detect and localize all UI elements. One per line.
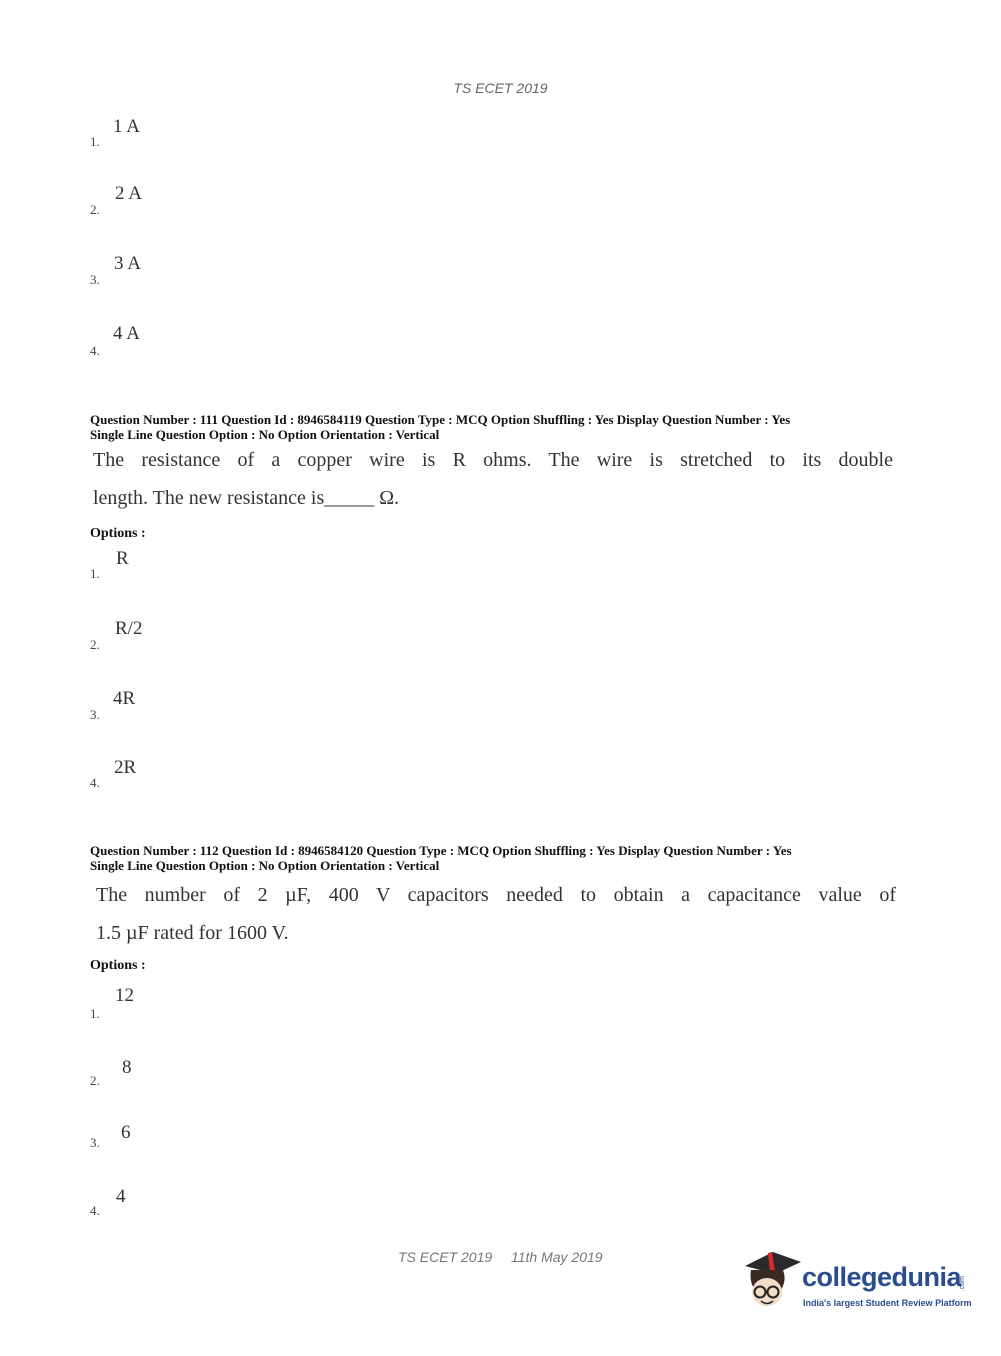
option-value: 6	[121, 1122, 131, 1143]
options-label: Options :	[90, 958, 146, 973]
mascot-icon	[741, 1248, 803, 1318]
option-value: 12	[115, 985, 134, 1006]
question-meta: Single Line Question Option : No Option Orientation : Vertical	[90, 427, 440, 442]
option-value: 3 A	[114, 253, 141, 274]
logo-tagline: India's largest Student Review Platform	[803, 1298, 972, 1308]
option-number: 2.	[90, 202, 100, 217]
option-value: 8	[122, 1057, 132, 1078]
option-number: 4.	[90, 775, 100, 790]
question-text: length. The new resistance is_____ Ω.	[93, 487, 400, 509]
question-text: 1.5 µF rated for 1600 V.	[96, 922, 289, 944]
option-number: 1.	[90, 1006, 100, 1021]
option-value: 4R	[113, 688, 136, 709]
question-text: The resistance of a copper wire is R ohms. The wire is stretched to its double	[93, 449, 893, 471]
option-number: 2.	[90, 637, 100, 652]
option-value: R	[116, 548, 129, 569]
option-number: 3.	[90, 1135, 100, 1150]
option-value: 4 A	[113, 323, 140, 344]
option-number: 1.	[90, 134, 100, 149]
options-label: Options :	[90, 526, 146, 541]
option-value: 2R	[114, 757, 137, 778]
option-value: 2 A	[115, 183, 142, 204]
question-text: The number of 2 µF, 400 V capacitors needed to obtain a capacitance value of	[96, 884, 896, 906]
option-value: 1 A	[113, 116, 140, 137]
option-value: 4	[116, 1186, 126, 1207]
logo-name: collegedunia	[802, 1262, 962, 1292]
footer-exam: TS ECET 2019	[398, 1249, 493, 1265]
option-number: 4.	[90, 343, 100, 358]
option-number: 3.	[90, 272, 100, 287]
option-number: 4.	[90, 1203, 100, 1218]
option-number: 2.	[90, 1073, 100, 1088]
page-header: TS ECET 2019	[453, 80, 548, 96]
question-meta: Single Line Question Option : No Option Orientation : Vertical	[90, 858, 440, 873]
option-number: 3.	[90, 707, 100, 722]
logo-suffix: .com	[959, 1276, 966, 1292]
question-meta: Question Number : 111 Question Id : 8946584119 Question Type : MCQ Option Shuffling : Yes Display Question Number : Yes	[90, 412, 791, 427]
footer-date: 11th May 2019	[511, 1249, 603, 1265]
question-meta: Question Number : 112 Question Id : 8946584120 Question Type : MCQ Option Shuffling : Yes Display Question Number : Yes	[90, 843, 792, 858]
option-value: R/2	[115, 618, 143, 639]
option-number: 1.	[90, 566, 100, 581]
